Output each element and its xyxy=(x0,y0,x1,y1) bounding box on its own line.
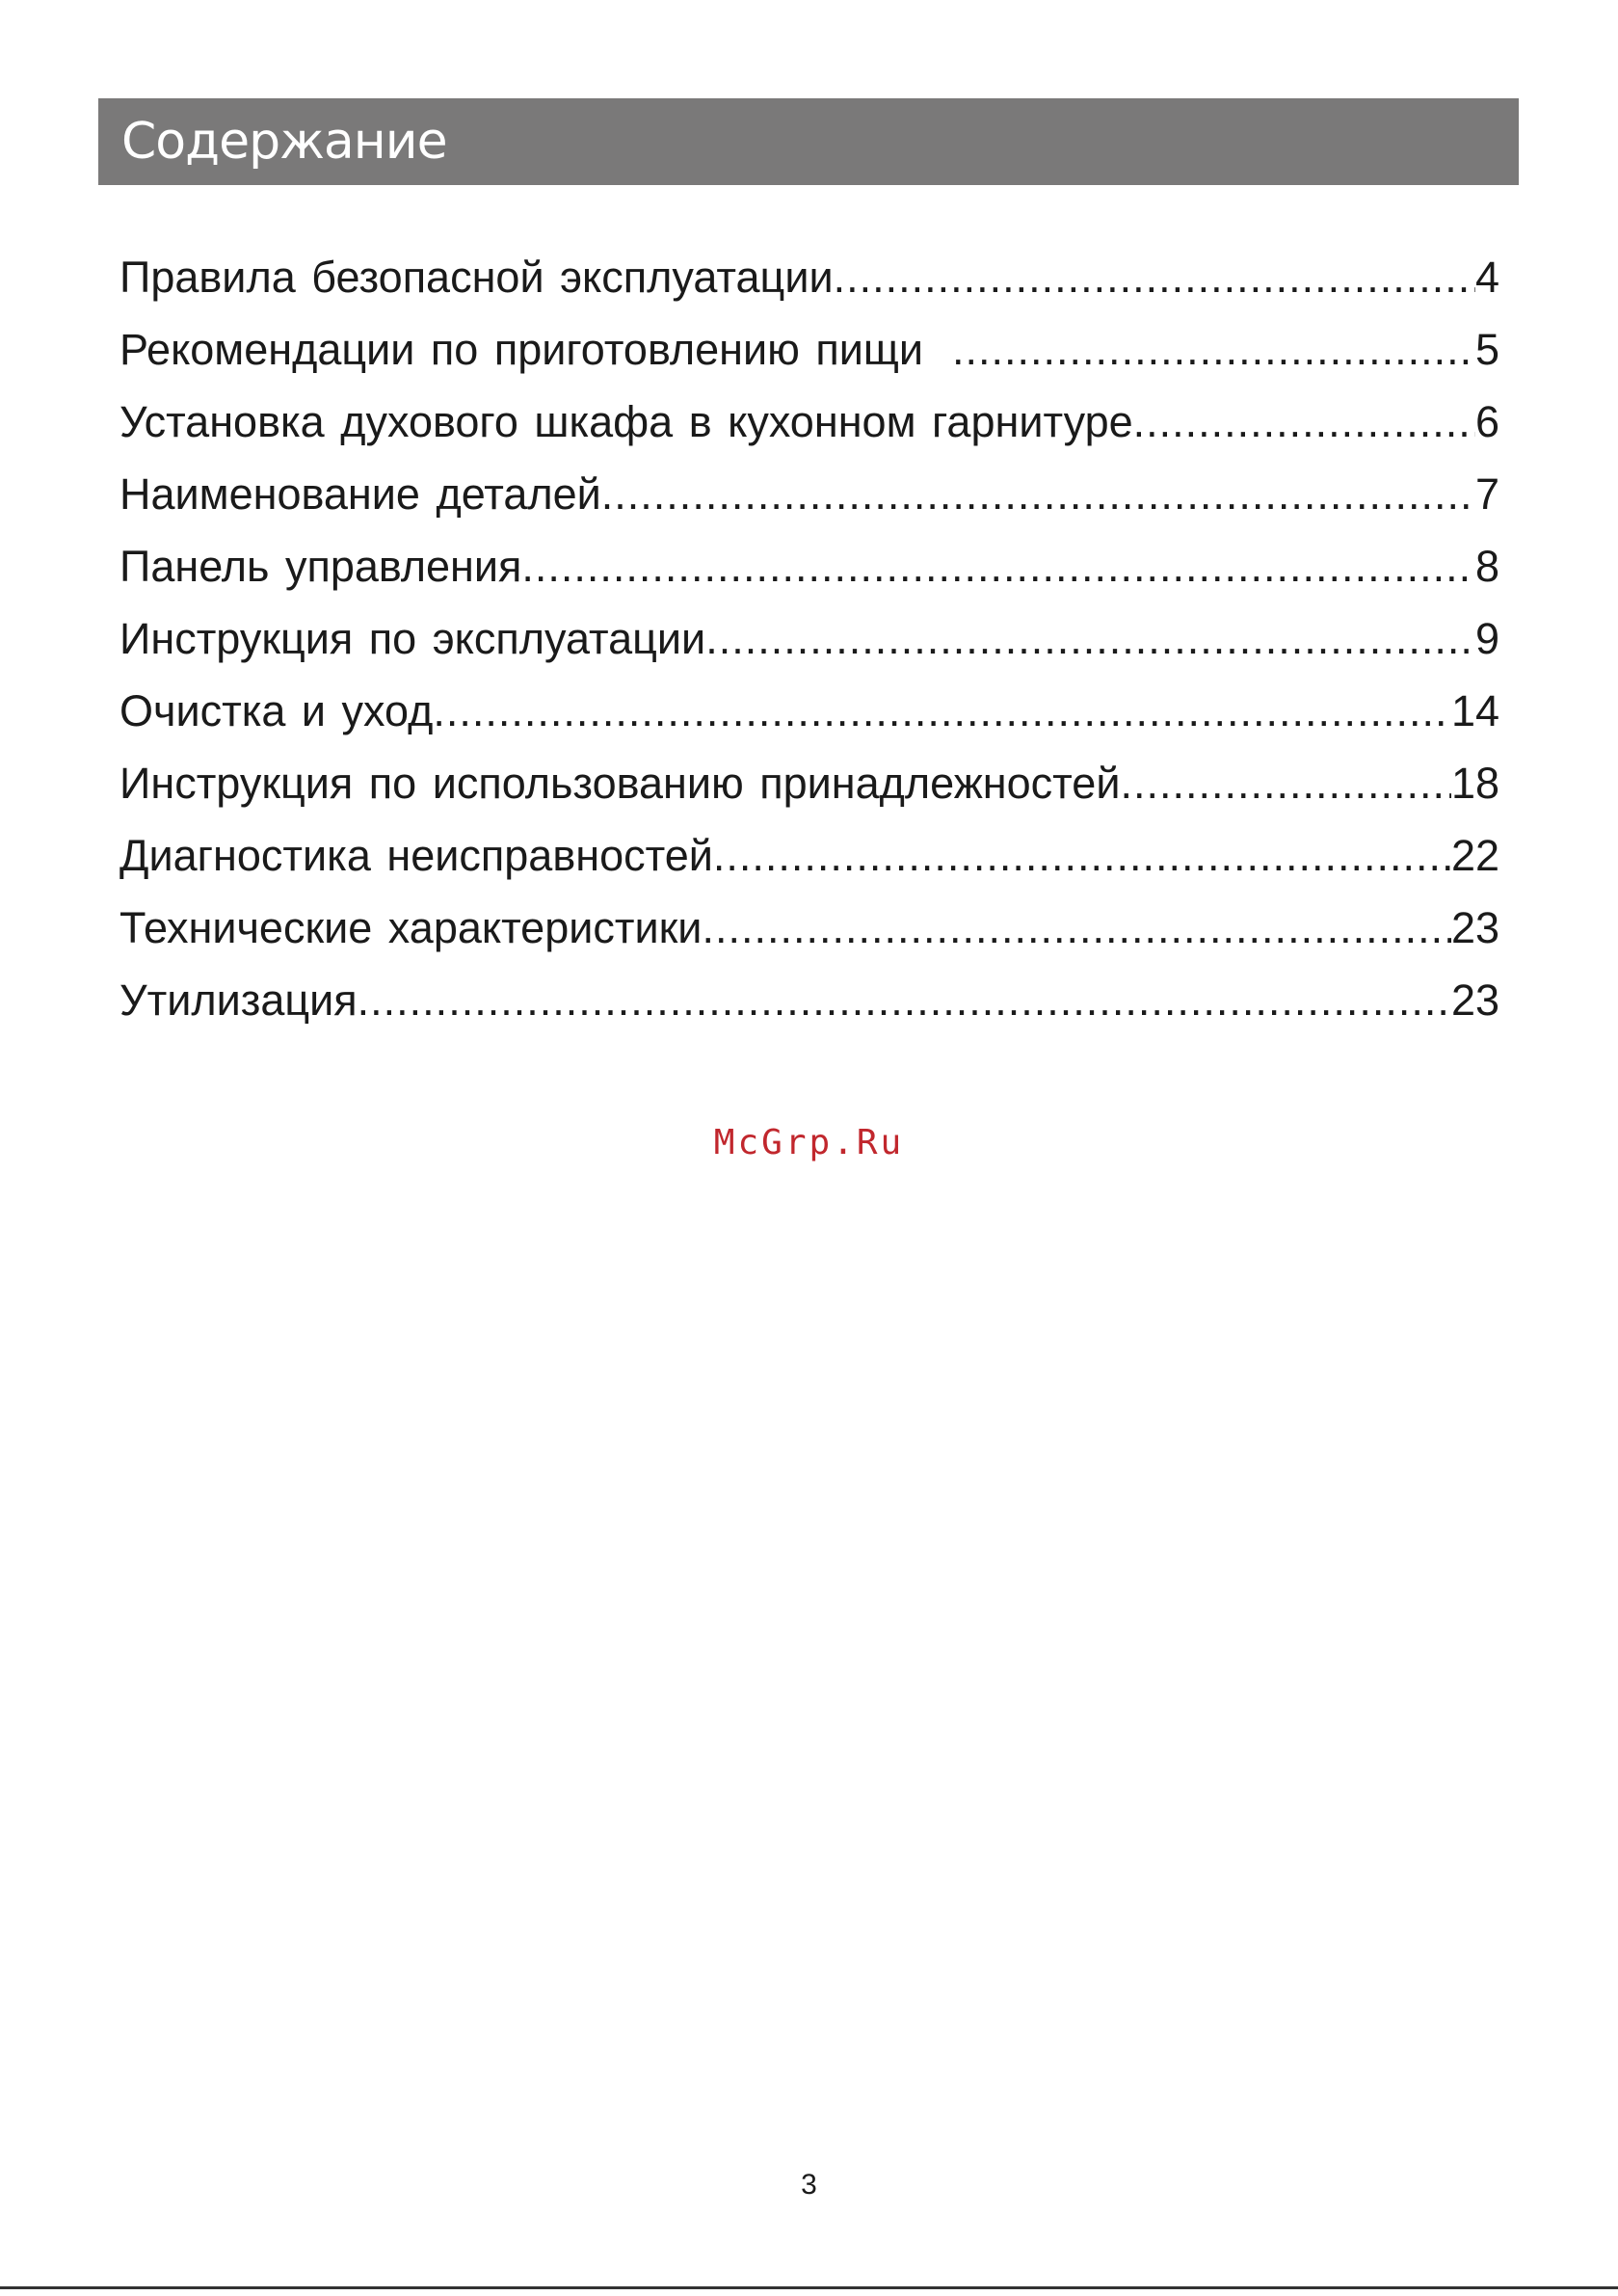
toc-entry-page: 8 xyxy=(1474,542,1499,591)
toc-dot-leader xyxy=(713,819,1451,892)
toc-entry-page: 6 xyxy=(1474,397,1499,446)
toc-entry-title: Наименование деталей xyxy=(119,469,601,519)
toc-entry-title: Утилизация xyxy=(119,975,358,1025)
toc-entry-cooking-tips[interactable] xyxy=(119,313,1499,386)
toc-dot-leader xyxy=(834,241,1475,313)
toc-entry-page: 22 xyxy=(1450,831,1499,880)
toc-entry-page: 4 xyxy=(1474,253,1499,302)
toc-entry-page: 23 xyxy=(1450,903,1499,952)
toc-entry-page: 7 xyxy=(1474,469,1499,519)
toc-dot-leader xyxy=(705,602,1475,675)
toc-entry-specifications[interactable] xyxy=(119,892,1499,964)
toc-entry-title: Рекомендации по приготовлению пищи xyxy=(119,325,924,374)
header-bar xyxy=(98,98,1519,185)
toc-entry-troubleshooting[interactable] xyxy=(119,819,1499,892)
toc-entry-page: 9 xyxy=(1474,614,1499,663)
toc-entry-page: 14 xyxy=(1450,686,1499,735)
toc-dot-leader xyxy=(1133,386,1475,458)
toc-entry-page: 18 xyxy=(1450,759,1499,808)
toc-entry-page: 23 xyxy=(1450,975,1499,1025)
toc-entry-title: Очистка и уход xyxy=(119,686,434,735)
toc-entry-cleaning[interactable] xyxy=(119,675,1499,747)
toc-entry-title: Инструкция по эксплуатации xyxy=(119,614,706,663)
toc-dot-leader xyxy=(521,530,1475,602)
toc-entry-safety[interactable] xyxy=(119,241,1499,313)
toc-entry-installation[interactable] xyxy=(119,386,1499,458)
toc-entry-title: Технические характеристики xyxy=(119,903,703,952)
toc-entry-title: Панель управления xyxy=(119,542,522,591)
toc-entry-title: Правила безопасной эксплуатации xyxy=(119,253,834,302)
toc-dot-leader xyxy=(358,964,1451,1036)
toc-entry-operation[interactable] xyxy=(119,602,1499,675)
toc-dot-leader xyxy=(952,313,1475,386)
toc-entry-disposal[interactable] xyxy=(119,964,1499,1036)
toc-entry-page: 5 xyxy=(1474,325,1499,374)
watermark-link[interactable]: McGrp.Ru xyxy=(713,1123,905,1162)
toc-entry-control-panel[interactable] xyxy=(119,530,1499,602)
toc-entry-accessories[interactable] xyxy=(119,747,1499,819)
bottom-divider xyxy=(0,2286,1618,2289)
toc-dot-leader xyxy=(433,675,1451,747)
page-number: 3 xyxy=(801,2169,817,2201)
toc-entry-title: Диагностика неисправностей xyxy=(119,831,713,880)
toc-dot-leader xyxy=(702,892,1450,964)
toc-entry-parts[interactable] xyxy=(119,458,1499,530)
table-of-contents xyxy=(119,241,1499,1036)
page-title: Содержание xyxy=(121,113,447,171)
toc-entry-title: Инструкция по использованию принадлежностей xyxy=(119,759,1121,808)
toc-dot-leader xyxy=(601,458,1475,530)
toc-dot-leader xyxy=(1120,747,1450,819)
toc-entry-title: Установка духового шкафа в кухонном гарнитуре xyxy=(119,397,1133,446)
